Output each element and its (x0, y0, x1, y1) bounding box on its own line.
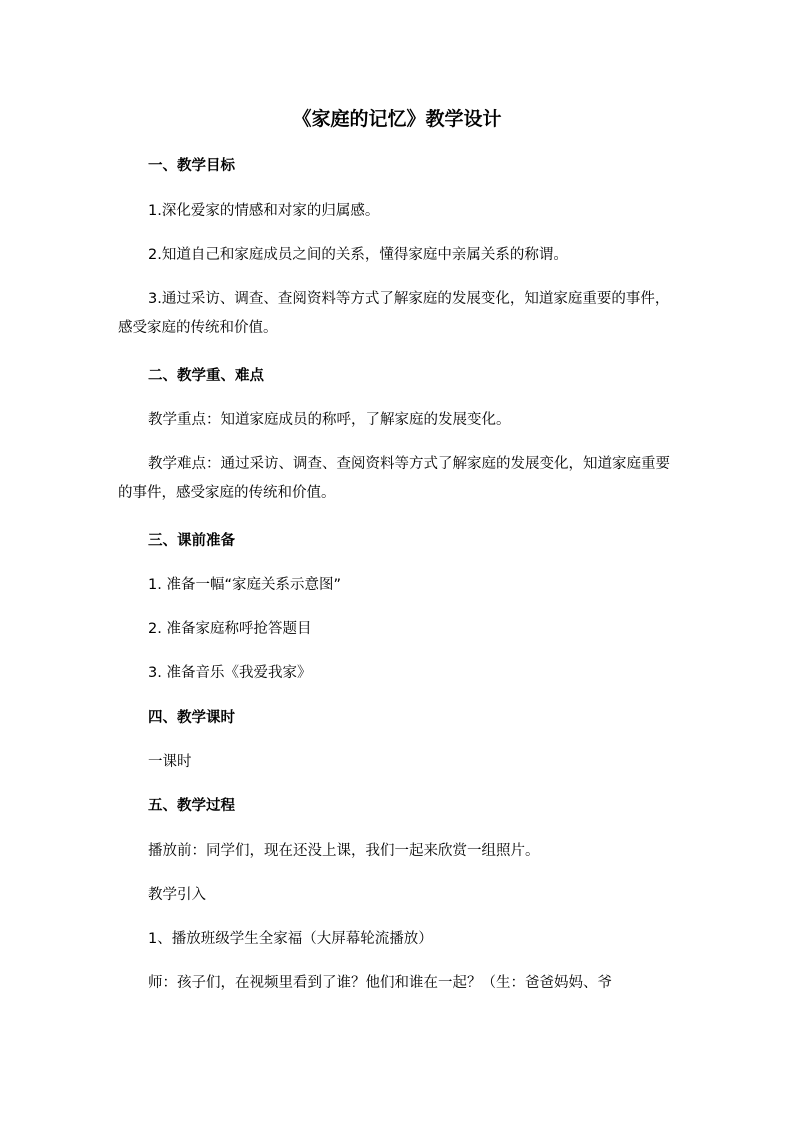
key-point-main: 教学重点：知道家庭成员的称呼，了解家庭的发展变化。 (148, 412, 511, 428)
preparation-item-2: 2. 准备家庭称呼抢答题目 (148, 621, 312, 637)
process-para-4: 师：孩子们，在视频里看到了谁？他们和谁在一起？（生：爸爸妈妈、爷 (148, 975, 612, 991)
goal-item-2: 2.知道自己和家庭成员之间的关系，懂得家庭中亲属关系的称谓。 (148, 247, 568, 263)
goal-item-3: 3.通过采访、调查、查阅资料等方式了解家庭的发展变化，知道家庭重要的事件，感受家庭的传统和价值。 (118, 291, 670, 336)
preparation-item-1: 1. 准备一幅“家庭关系示意图” (148, 577, 341, 593)
process-para-3: 1、播放班级学生全家福（大屏幕轮流播放） (148, 931, 433, 947)
section-heading-goals: 一、教学目标 (148, 158, 235, 174)
section-heading-process: 五、教学过程 (148, 798, 235, 814)
periods-text: 一课时 (148, 754, 192, 770)
section-heading-preparation: 三、课前准备 (148, 533, 235, 549)
key-point-difficult: 教学难点：通过采访、调查、查阅资料等方式了解家庭的发展变化，知道家庭重要的事件，感受家庭的传统和价值。 (118, 456, 670, 501)
preparation-item-3: 3. 准备音乐《我爱我家》 (148, 665, 312, 681)
section-heading-key-points: 二、教学重、难点 (148, 368, 264, 384)
goal-item-1: 1.深化爱家的情感和对家的归属感。 (148, 203, 380, 219)
process-para-2: 教学引入 (148, 887, 206, 903)
process-para-1: 播放前：同学们，现在还没上课，我们一起来欣赏一组照片。 (148, 843, 540, 859)
section-heading-periods: 四、教学课时 (148, 710, 235, 726)
document-title: 《家庭的记忆》教学设计 (292, 108, 502, 130)
